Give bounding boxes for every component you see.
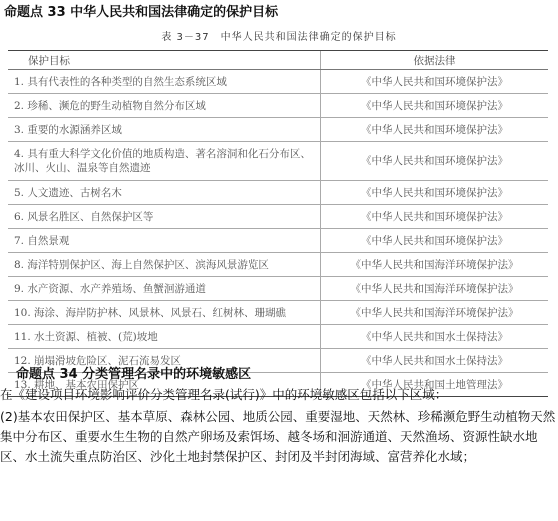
table-row: [8, 205, 548, 229]
target-cell: 6. 风景名胜区、自然保护区等: [8, 205, 321, 229]
target-cell: 2. 珍稀、濒危的野生动植物自然分布区域: [8, 94, 321, 118]
law-cell: 《中华人民共和国水土保持法》: [321, 325, 549, 349]
law-cell: 《中华人民共和国海洋环境保护法》: [321, 301, 549, 325]
law-cell: 《中华人民共和国海洋环境保护法》: [321, 277, 549, 301]
table-row: [8, 301, 548, 325]
table-row: [8, 325, 548, 349]
table-row: [8, 118, 548, 142]
law-cell: 《中华人民共和国环境保护法》: [321, 118, 549, 142]
table-row: [8, 142, 548, 181]
table-row: [8, 94, 548, 118]
law-cell: 《中华人民共和国环境保护法》: [321, 70, 549, 94]
column-header-law: 依据法律: [321, 51, 549, 70]
law-cell: 《中华人民共和国海洋环境保护法》: [321, 253, 549, 277]
table-row: [8, 277, 548, 301]
target-cell: 5. 人文遗迹、古树名木: [8, 181, 321, 205]
intro-paragraph: 在《建设项目环境影响评价分类管理名录(试行)》中的环境敏感区包括以下区域：: [0, 387, 448, 402]
law-cell: 《中华人民共和国环境保护法》: [321, 181, 549, 205]
table-row: [8, 70, 548, 94]
law-cell: 《中华人民共和国土地管理法》: [321, 373, 549, 397]
law-cell: 《中华人民共和国环境保护法》: [321, 142, 549, 181]
target-cell: 1. 具有代表性的各种类型的自然生态系统区域: [8, 70, 321, 94]
target-cell: 8. 海洋特别保护区、海上自然保护区、滨海风景游览区: [8, 253, 321, 277]
sensitive-areas-paragraph: (2)基本农田保护区、基本草原、森林公园、地质公园、重要湿地、天然林、珍稀濒危野生动植物天然集中分布区、重要水生生物的自然产卵场及索饵场、越冬场和洄游通道、天然渔场、资源性缺水地区、水土流失重点防治区、沙化土地封禁保护区、封闭及半封闭海域、富营养化水域；: [0, 409, 556, 464]
target-cell: 9. 水产资源、水产养殖场、鱼蟹洄游通道: [8, 277, 321, 301]
section-heading-33: 命题点 33 中华人民共和国法律确定的保护目标: [4, 5, 279, 20]
target-cell: 12. 崩塌滑坡危险区、泥石流易发区: [8, 349, 321, 373]
section-heading-34: 命题点 34 分类管理名录中的环境敏感区: [16, 367, 252, 382]
table-header-row: [8, 51, 548, 70]
table-row: [8, 181, 548, 205]
law-cell: 《中华人民共和国水土保持法》: [321, 349, 549, 373]
table-caption: 表 3－37 中华人民共和国法律确定的保护目标: [161, 32, 397, 43]
target-cell: 11. 水土资源、植被、(荒)坡地: [8, 325, 321, 349]
target-cell: 4. 具有重大科学文化价值的地质构造、著名溶洞和化石分布区、冰川、火山、温泉等自然遗迹: [8, 142, 321, 181]
target-cell: 13. 耕地、基本农田保护区: [8, 373, 321, 397]
law-cell: 《中华人民共和国环境保护法》: [321, 229, 549, 253]
target-cell: 10. 海涂、海岸防护林、风景林、风景石、红树林、珊瑚礁: [8, 301, 321, 325]
law-cell: 《中华人民共和国环境保护法》: [321, 94, 549, 118]
table-row: [8, 229, 548, 253]
table-row: [8, 253, 548, 277]
target-cell: 7. 自然景观: [8, 229, 321, 253]
law-cell: 《中华人民共和国环境保护法》: [321, 205, 549, 229]
column-header-target: 保护目标: [8, 51, 321, 70]
protection-targets-table: [8, 50, 548, 397]
target-cell: 3. 重要的水源涵养区域: [8, 118, 321, 142]
